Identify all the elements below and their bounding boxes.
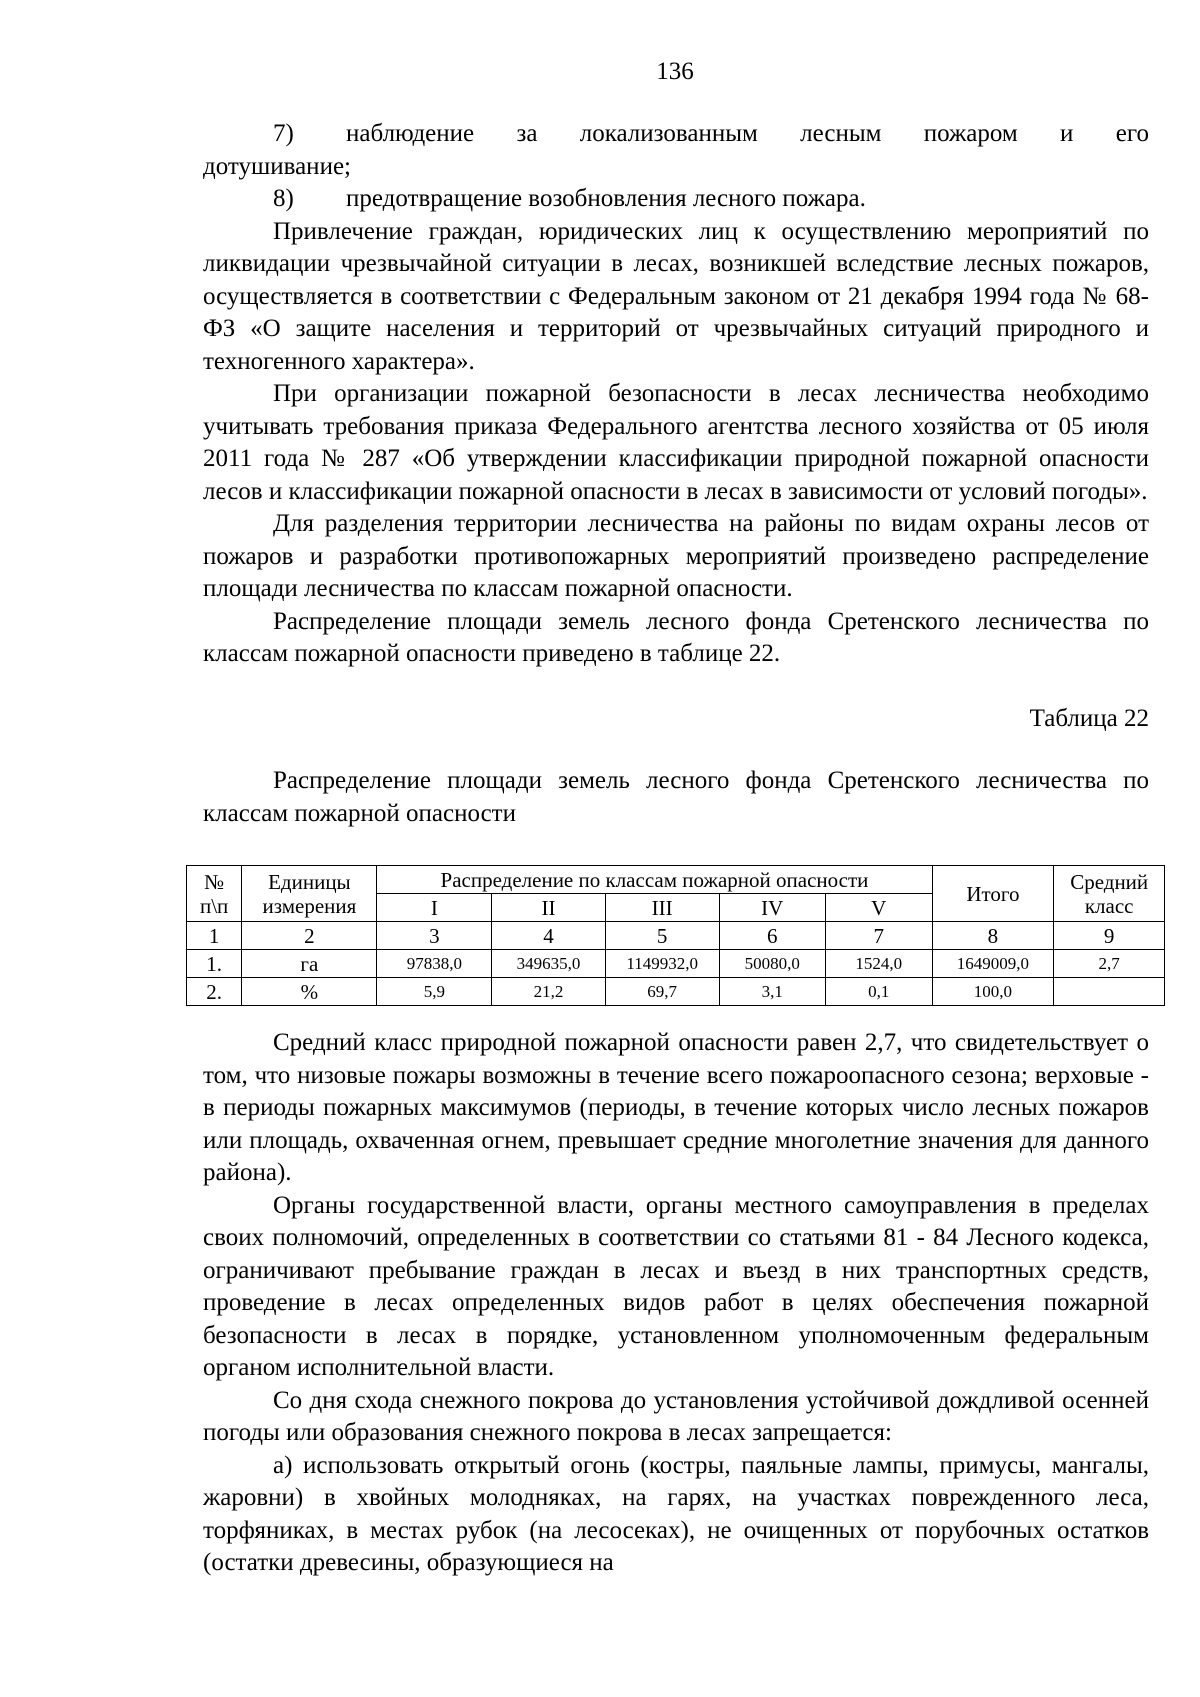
list-item (203, 118, 1149, 151)
table-cell: 5,9 (377, 978, 492, 1006)
table-cell: га (242, 950, 377, 978)
table-cell: 6 (719, 922, 826, 950)
table-cell: 349635,0 (492, 950, 606, 978)
header-class: IV (719, 894, 826, 922)
header-class: III (605, 894, 719, 922)
paragraph: Для разделения территории лесничества на районы по видам охраны лесов от пожаров и разработки противопожарных мероприятий произведено распределение площади лесничества по классам пожарной опасности. (203, 510, 1149, 602)
list-item-text: предотвращение возобновления лесного пожара. (346, 185, 866, 212)
list-item-continuation: дотушивание; (203, 152, 351, 180)
table-cell: 1649009,0 (932, 950, 1054, 978)
table-cell: 2 (242, 922, 377, 950)
fire-class-table (186, 865, 1165, 1006)
table-cell: 5 (605, 922, 719, 950)
paragraph: Распределение площади земель лесного фонда Сретенского лесничества по классам пожарной опасности приведено в таблице 22. (203, 607, 1149, 667)
header-class: V (826, 894, 933, 922)
list-item-number: 7) (273, 120, 294, 147)
table-cell: 100,0 (932, 978, 1054, 1006)
table-cell: 0,1 (826, 978, 933, 1006)
paragraph: а) использовать открытый огонь (костры, паяльные лампы, примусы, мангалы, жаровни) в хвойных молодняках, на гарях, на участках поврежденного леса, торфяниках, в местах рубок (на лесосеках), не очищенных от порубочных остатков (остатки древесины, образующиеся на (203, 1451, 1149, 1576)
table-header-row (187, 866, 1165, 894)
table-cell: % (242, 978, 377, 1006)
table-cell: 3,1 (719, 978, 826, 1006)
header-class: I (377, 894, 492, 922)
list-item-text: наблюдение за локализованным лесным пожаром и его (346, 120, 1149, 147)
header-num: № п\п (187, 866, 242, 922)
paragraph: Органы государственной власти, органы местного самоуправления в пределах своих полномочий, определенных в соответствии со статьями 81 - 84 Лесного кодекса, ограничивают пребывание граждан в лесах и въезд в них транспортных средств, проведение в лесах определенных видов работ в целях обеспечения пожарной безопасности в лесах в порядке, установленном уполномоченным федеральным органом исполнительной власти. (203, 1191, 1149, 1381)
list-item (203, 183, 1149, 216)
table-caption: Таблица 22 (1029, 704, 1149, 732)
table-cell: 1 (187, 922, 242, 950)
paragraph: Привлечение граждан, юридических лиц к осуществлению мероприятий по ликвидации чрезвычайной ситуации в лесах, возникшей вследствие лесных пожаров, осуществляется в соответствии с Федеральным законом от 21 декабря 1994 года № 68-ФЗ «О защите населения и территорий от чрезвычайных ситуаций природного и техногенного характера». (203, 217, 1149, 375)
table-cell: 9 (1054, 922, 1165, 950)
header-class: II (492, 894, 606, 922)
table-cell: 7 (826, 922, 933, 950)
table-cell: 1524,0 (826, 950, 933, 978)
paragraph: Со дня схода снежного покрова до установления устойчивой дождливой осенней погоды или образования снежного покрова в лесах запрещается: (203, 1386, 1149, 1446)
table-row (187, 978, 1165, 1006)
table-cell: 8 (932, 922, 1054, 950)
table-cell (1054, 978, 1165, 1006)
table-cell: 50080,0 (719, 950, 826, 978)
table-cell: 97838,0 (377, 950, 492, 978)
table-cell: 69,7 (605, 978, 719, 1006)
table-cell: 1. (187, 950, 242, 978)
table-cell: 2,7 (1054, 950, 1165, 978)
table-title: Распределение площади земель лесного фонда Сретенского лесничества по классам пожарной опасности (203, 767, 1149, 827)
page-number: 136 (656, 58, 694, 85)
table-cell: 3 (377, 922, 492, 950)
header-total: Итого (932, 866, 1054, 922)
header-avg-class: Средний класс (1054, 866, 1165, 922)
table-index-row (187, 922, 1165, 950)
header-distribution: Распределение по классам пожарной опасности (377, 866, 932, 894)
paragraph: Средний класс природной пожарной опасности равен 2,7, что свидетельствует о том, что низовые пожары возможны в течение всего пожароопасного сезона; верховые - в периоды пожарных максимумов (периоды, в течение которых число лесных пожаров или площадь, охваченная огнем, превышает средние многолетние значения для данного района). (203, 1029, 1149, 1186)
body-text-bottom (203, 1027, 1149, 1580)
table-row (187, 950, 1165, 978)
table-cell: 21,2 (492, 978, 606, 1006)
list-item-number: 8) (273, 185, 294, 212)
table-cell: 1149932,0 (605, 950, 719, 978)
table-cell: 2. (187, 978, 242, 1006)
paragraph: При организации пожарной безопасности в лесах лесничества необходимо учитывать требования приказа Федерального агентства лесного хозяйства от 05 июля 2011 года № 287 «Об утверждении классификации природной пожарной опасности лесов и классификации пожарной опасности в лесах в зависимости от условий погоды». (203, 380, 1149, 505)
body-text-top (203, 118, 1149, 830)
table-cell: 4 (492, 922, 606, 950)
header-units: Единицы измерения (242, 866, 377, 922)
